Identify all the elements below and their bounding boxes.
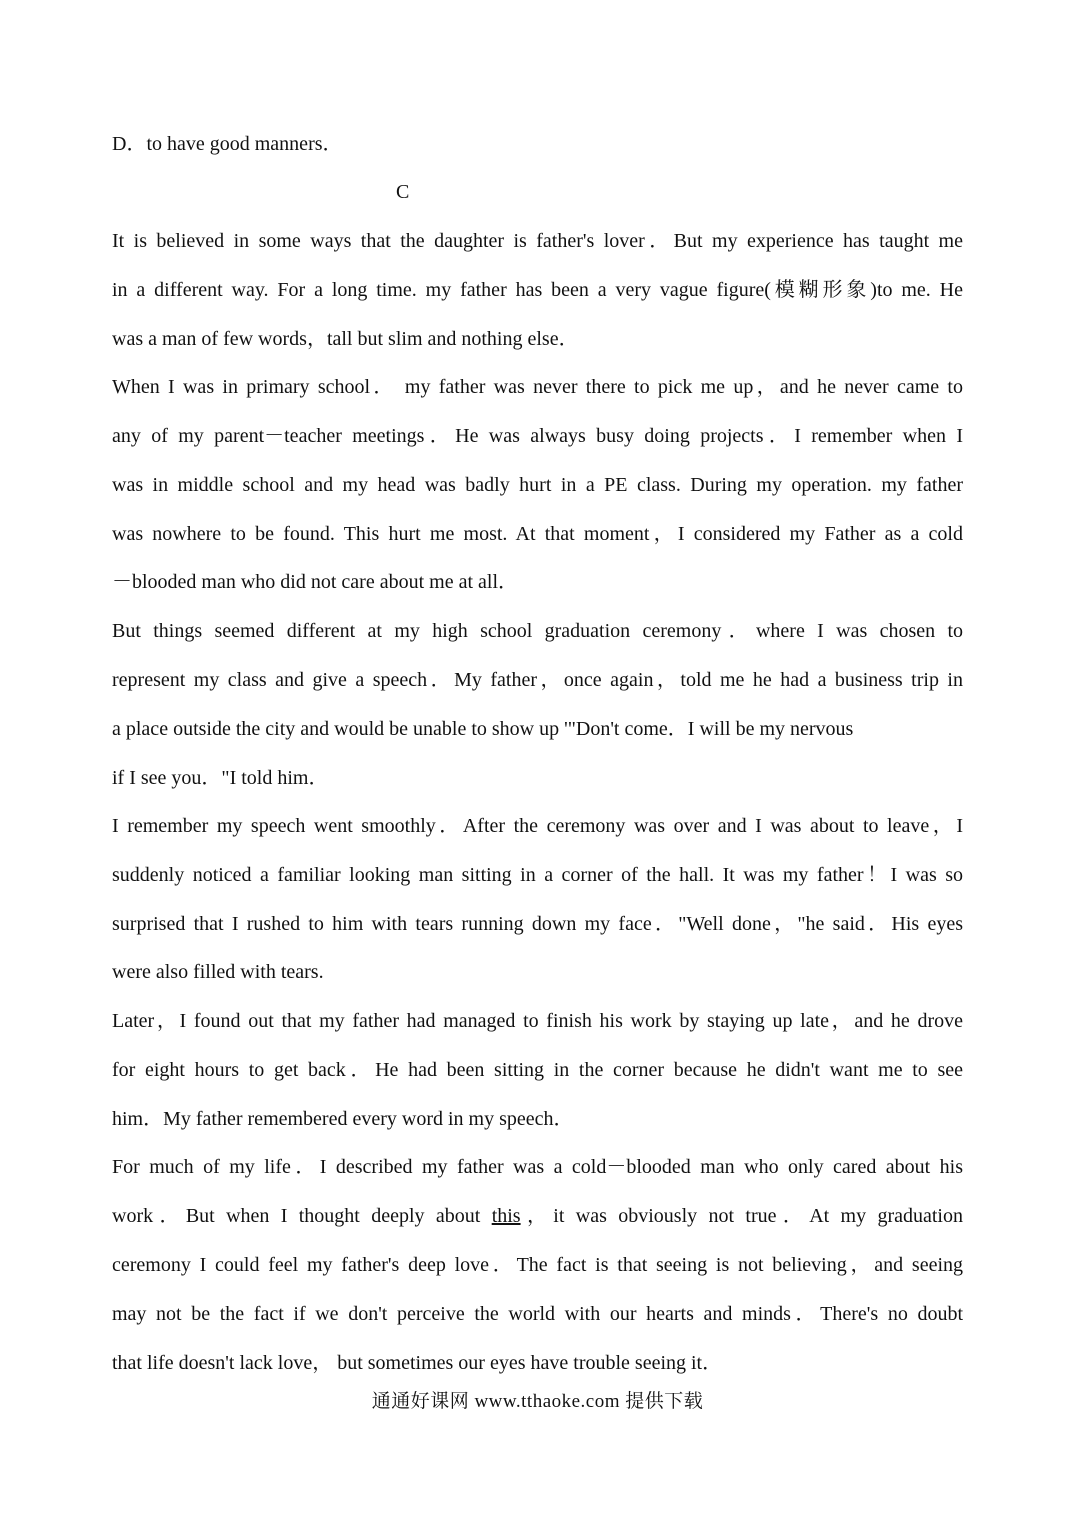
paragraph-line: was in middle school and my head was badly hurt in a PE class. During my operation. my father <box>112 474 963 496</box>
paragraph-line: was nowhere to be found. This hurt me most. At that moment，I considered my Father as a cold <box>112 523 963 545</box>
paragraph-line-with-underline <box>112 1202 963 1230</box>
paragraph-line: any of my parent－teacher meetings．He was always busy doing projects．I remember when I <box>112 425 963 447</box>
paragraph-line: I remember my speech went smoothly．After the ceremony was over and I was about to leave，I <box>112 815 963 837</box>
underlined-word: this <box>491 1205 521 1227</box>
paragraph-line: him．My father remembered every word in my speech． <box>112 1108 574 1130</box>
paragraph-line: For much of my life．I described my father was a cold－blooded man who only cared about his <box>112 1156 963 1178</box>
paragraph-line: if I see you．"I told him． <box>112 767 329 789</box>
paragraph-line: represent my class and give a speech．My father，once again，told me he had a business trip in <box>112 669 963 691</box>
paragraph-line: It is believed in some ways that the daughter is father's lover．But my experience has taught me <box>112 230 963 252</box>
paragraph-line: were also filled with tears. <box>112 961 324 983</box>
paragraph-line: When I was in primary school． my father was never there to pick me up，and he never came to <box>112 376 963 398</box>
paragraph-line: was a man of few words，tall but slim and nothing else． <box>112 328 579 350</box>
option-d: D．to have good manners． <box>112 133 343 155</box>
paragraph-line: may not be the fact if we don't perceive the world with our hearts and minds．There's no doubt <box>112 1303 963 1325</box>
paragraph-line: －blooded man who did not care about me at all． <box>112 571 519 593</box>
line-start: work．But when I thought deeply about <box>112 1205 492 1227</box>
paragraph-line: a place outside the city and would be unable to show up '"Don't come．I will be my nervous <box>112 718 854 740</box>
paragraph-line: surprised that I rushed to him with tears running down my face．"Well done，"he said．His eyes <box>112 913 963 935</box>
section-heading: C <box>396 181 410 203</box>
paragraph-line: But things seemed different at my high school graduation ceremony．where I was chosen to <box>112 620 963 642</box>
footer-watermark: 通通好课网 www.tthaoke.com 提供下载 <box>371 1391 704 1412</box>
paragraph-line: ceremony I could feel my father's deep love．The fact is that seeing is not believing，and seeing <box>112 1254 963 1276</box>
paragraph-line: that life doesn't lack love， but sometimes our eyes have trouble seeing it． <box>112 1352 723 1374</box>
paragraph-line: in a different way. For a long time. my father has been a very vague figure(模糊形象)to me. He <box>112 279 963 301</box>
paragraph-line: suddenly noticed a familiar looking man sitting in a corner of the hall. It was my father！I was so <box>112 864 963 886</box>
paragraph-line: for eight hours to get back．He had been sitting in the corner because he didn't want me to see <box>112 1059 963 1081</box>
paragraph-line: Later，I found out that my father had managed to finish his work by staying up late，and he drove <box>112 1010 963 1032</box>
line-end: ，it was obviously not true．At my graduation <box>520 1205 963 1227</box>
